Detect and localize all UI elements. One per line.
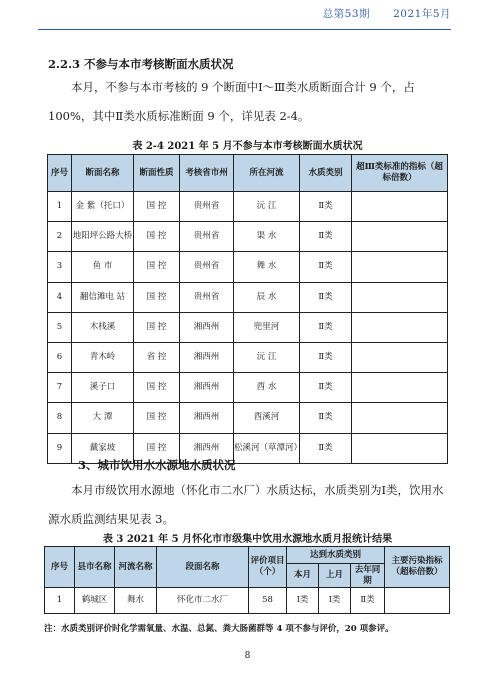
- table-2-4-body: [48, 192, 448, 464]
- table-header-cell: 断面名称: [72, 155, 134, 192]
- section-3-title: 3、城市饮用水水源地水质状况: [78, 458, 236, 472]
- table-cell: Ⅱ类: [351, 588, 385, 614]
- table-header-cell: 序号: [45, 547, 75, 588]
- table-header-cell: 县市名称: [75, 547, 115, 588]
- table-cell: 舞水: [115, 588, 157, 614]
- table-3-header-row-1: [45, 547, 450, 564]
- table-cell: 鱼 市: [72, 252, 134, 282]
- table-cell: Ⅱ类: [300, 192, 352, 222]
- table-cell: 鹤城区: [75, 588, 115, 614]
- table-cell: 金 紫（托口）: [72, 192, 134, 222]
- table-cell: 国 控: [134, 192, 180, 222]
- table-cell: 辰 水: [234, 282, 300, 312]
- table-cell: 溪子口: [72, 373, 134, 403]
- table-cell: 6: [48, 342, 72, 372]
- section-2-2-3-title: 2.2.3 不参与本市考核断面水质状况: [48, 57, 234, 71]
- table-cell: 沅 江: [234, 342, 300, 372]
- table-cell: 国 控: [134, 433, 180, 463]
- table-cell: 湘西州: [180, 433, 234, 463]
- table-cell: 1: [45, 588, 75, 614]
- table-header-cell: 达到水质类别: [287, 547, 385, 564]
- table-cell: Ⅱ类: [300, 252, 352, 282]
- table-cell: 渠 水: [234, 222, 300, 252]
- table-cell: 国 控: [134, 282, 180, 312]
- table-cell: 湘西州: [180, 342, 234, 372]
- table-row: [48, 222, 448, 252]
- table-cell: Ⅱ类: [300, 222, 352, 252]
- table-cell: 9: [48, 433, 72, 463]
- table-cell: 木栈溪: [72, 312, 134, 342]
- table-cell: 怀化市二水厂: [157, 588, 249, 614]
- table-cell: Ⅱ类: [300, 282, 352, 312]
- table-cell: 国 控: [134, 373, 180, 403]
- section-3-text: 本月市级饮用水源地（怀化市二水厂）水质达标，水质类别为Ⅰ类，饮用水源水质监测结果见表 3。: [48, 483, 444, 526]
- table-cell: 湘西州: [180, 403, 234, 433]
- table-cell: [352, 282, 448, 312]
- table-cell: [352, 373, 448, 403]
- table-cell: 贵州省: [180, 192, 234, 222]
- table-cell: 5: [48, 312, 72, 342]
- table-2-4-header-row: [48, 155, 448, 192]
- table-cell: 青木岭: [72, 342, 134, 372]
- table-cell: Ⅱ类: [300, 312, 352, 342]
- page-number: 8: [244, 651, 251, 661]
- table-header-cell: 断面性质: [134, 155, 180, 192]
- table-cell: 大 潭: [72, 403, 134, 433]
- table-cell: 国 控: [134, 403, 180, 433]
- table-cell: 贵州省: [180, 282, 234, 312]
- section-2-2-3-text: 本月，不参与本市考核的 9 个断面中Ⅰ～Ⅲ类水质断面合计 9 个，占 100%，其中Ⅱ类水质标准断面 9 个，详见表 2-4。: [48, 80, 415, 123]
- table-cell: 国 控: [134, 252, 180, 282]
- table-cell: 1: [48, 192, 72, 222]
- table-cell: [352, 342, 448, 372]
- section-3-paragraph: [48, 476, 448, 534]
- table-row: [45, 588, 450, 614]
- table-row: [48, 373, 448, 403]
- table-cell: [385, 588, 450, 614]
- header-issue-date: [323, 6, 451, 21]
- table-row: [48, 342, 448, 372]
- page-header: [0, 0, 495, 30]
- table-3: [44, 546, 450, 614]
- table-2-4: [47, 154, 448, 464]
- table-header-cell: 上月: [319, 564, 351, 588]
- table-cell: 戴家坡: [72, 433, 134, 463]
- table-cell: 兜里河: [234, 312, 300, 342]
- table-cell: [352, 312, 448, 342]
- table-cell: 湘西州: [180, 312, 234, 342]
- table-header-cell: 考核省市州: [180, 155, 234, 192]
- table-cell: 湘西州: [180, 373, 234, 403]
- table-2-4-caption: 表 2-4 2021 年 5 月不参与本市考核断面水质状况: [132, 141, 363, 152]
- table-cell: 贵州省: [180, 252, 234, 282]
- table-cell: Ⅱ类: [300, 373, 352, 403]
- table-note: 注：水质类别评价时化学需氧量、水温、总氮、粪大肠菌群等 4 项不参与评价，20 项参评。: [44, 624, 394, 634]
- table-cell: [352, 252, 448, 282]
- table-cell: Ⅱ类: [300, 403, 352, 433]
- table-header-cell: 段面名称: [157, 547, 249, 588]
- table-header-cell: 主要污染指标（超标倍数）: [385, 547, 450, 588]
- table-cell: Ⅰ类: [319, 588, 351, 614]
- table-cell: 2: [48, 222, 72, 252]
- table-cell: 贵州省: [180, 222, 234, 252]
- table-cell: Ⅰ类: [287, 588, 319, 614]
- table-cell: 省 控: [134, 342, 180, 372]
- table-cell: 8: [48, 403, 72, 433]
- table-3-caption: 表 3 2021 年 5 月怀化市市级集中饮用水源地水质月报统计结果: [102, 534, 393, 545]
- table-cell: 国 控: [134, 312, 180, 342]
- table-row: [48, 282, 448, 312]
- table-row: [48, 403, 448, 433]
- table-cell: 7: [48, 373, 72, 403]
- table-cell: [352, 433, 448, 463]
- table-cell: 酉溪河: [234, 403, 300, 433]
- table-header-cell: 河流名称: [115, 547, 157, 588]
- table-row: [48, 312, 448, 342]
- table-cell: 沅 江: [234, 192, 300, 222]
- table-cell: 酉 水: [234, 373, 300, 403]
- table-cell: 3: [48, 252, 72, 282]
- header-date: 2021年5月: [393, 8, 451, 20]
- table-cell: 松溪河（草潭河）: [234, 433, 300, 463]
- table-cell: 舞 水: [234, 252, 300, 282]
- table-cell: 翻信滩电 站: [72, 282, 134, 312]
- table-cell: Ⅱ类: [300, 433, 352, 463]
- table-3-body: [45, 588, 450, 614]
- table-header-cell: 序号: [48, 155, 72, 192]
- header-issue: 总第53期: [322, 8, 371, 20]
- table-header-cell: 所在河流: [234, 155, 300, 192]
- table-cell: [352, 192, 448, 222]
- table-row: [48, 252, 448, 282]
- header-rule: [38, 29, 451, 30]
- table-cell: 58: [249, 588, 287, 614]
- table-cell: 4: [48, 282, 72, 312]
- table-header-cell: 水质类别: [300, 155, 352, 192]
- section-2-2-3-paragraph: [48, 73, 448, 131]
- table-header-cell: 去年同期: [351, 564, 385, 588]
- table-cell: 国 控: [134, 222, 180, 252]
- table-cell: 地阳坪公路大桥: [72, 222, 134, 252]
- table-cell: Ⅱ类: [300, 342, 352, 372]
- table-header-cell: 超Ⅲ类标准的指标（超标倍数）: [352, 155, 448, 192]
- table-header-cell: 评价项目（个）: [249, 547, 287, 588]
- table-cell: [352, 403, 448, 433]
- table-row: [48, 192, 448, 222]
- table-header-cell: 本月: [287, 564, 319, 588]
- table-cell: [352, 222, 448, 252]
